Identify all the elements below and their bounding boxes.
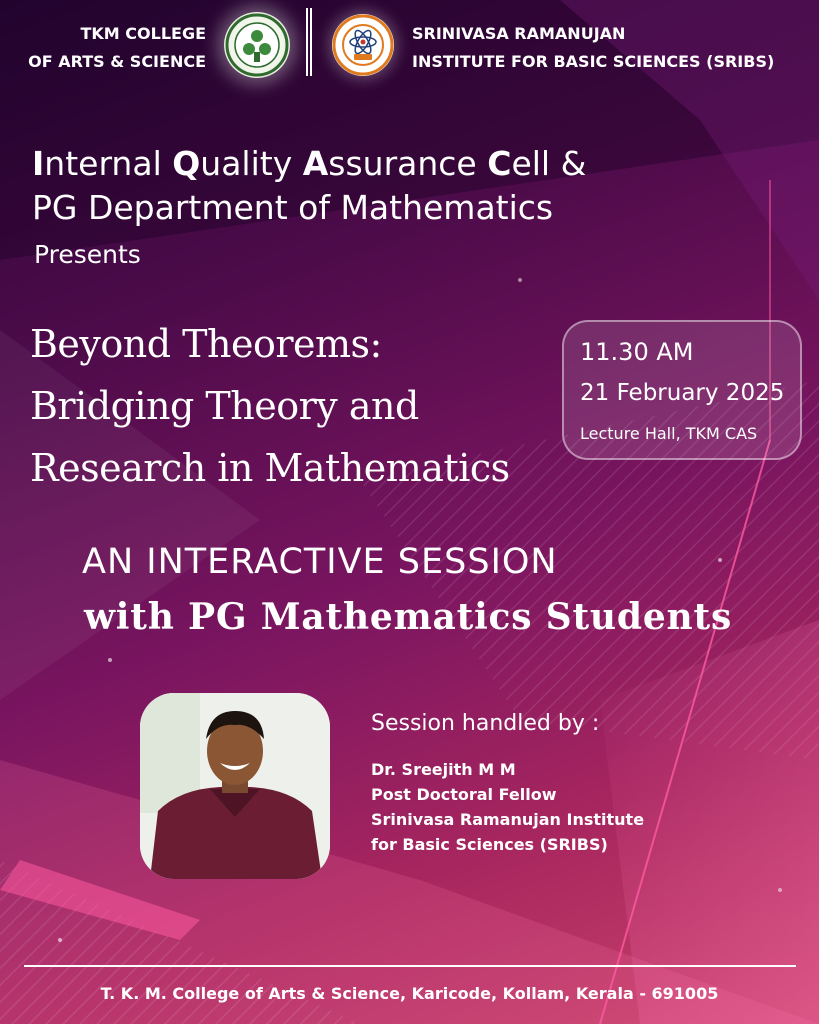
session-handled-by-label: Session handled by :	[371, 711, 600, 736]
session-subheading: with PG Mathematics Students	[84, 596, 733, 638]
speaker-institute-line2: for Basic Sciences (SRIBS)	[371, 835, 608, 854]
institute-name-line2: INSTITUTE FOR BASIC SCIENCES (SRIBS)	[412, 52, 775, 71]
title-line2: Bridging Theory and	[30, 384, 419, 428]
title-line3: Research in Mathematics	[30, 446, 510, 490]
event-time: 11.30 AM	[580, 338, 694, 366]
organizer-line1	[32, 142, 792, 186]
word-internal: nternal	[44, 144, 173, 183]
speaker-photo	[140, 693, 330, 879]
speaker-details	[371, 757, 644, 857]
event-date: 21 February 2025	[580, 380, 785, 406]
tkm-college-seal-icon	[224, 12, 290, 78]
college-name-line2: OF ARTS & SCIENCE	[28, 52, 206, 71]
word-quality: uality	[200, 144, 303, 183]
event-venue: Lecture Hall, TKM CAS	[580, 424, 758, 443]
college-name-line1: TKM COLLEGE	[80, 24, 206, 43]
speaker-institute-line1: Srinivasa Ramanujan Institute	[371, 810, 645, 829]
speaker-name: Dr. Sreejith M M	[371, 760, 516, 779]
word-assurance: ssurance	[328, 144, 488, 183]
cap-i: I	[32, 144, 45, 183]
cap-a: A	[302, 144, 329, 183]
word-cell: ell &	[511, 144, 587, 183]
presents-label: Presents	[34, 240, 141, 269]
event-title	[30, 313, 570, 499]
institute-name	[412, 20, 812, 76]
session-heading: AN INTERACTIVE SESSION	[82, 542, 558, 582]
footer-address: T. K. M. College of Arts & Science, Karicode, Kollam, Kerala - 691005	[100, 984, 719, 1003]
sribs-atom-logo-icon	[332, 14, 394, 76]
header-divider	[306, 8, 312, 76]
footer-divider	[24, 965, 796, 967]
organizer-line2: PG Department of Mathematics	[32, 188, 554, 227]
cap-c: C	[487, 144, 512, 183]
institute-name-line1: SRINIVASA RAMANUJAN	[412, 24, 626, 43]
organizer-heading	[32, 142, 792, 230]
cap-q: Q	[172, 144, 201, 183]
speaker-role: Post Doctoral Fellow	[371, 785, 557, 804]
college-name	[10, 20, 206, 76]
title-line1: Beyond Theorems:	[30, 322, 382, 366]
